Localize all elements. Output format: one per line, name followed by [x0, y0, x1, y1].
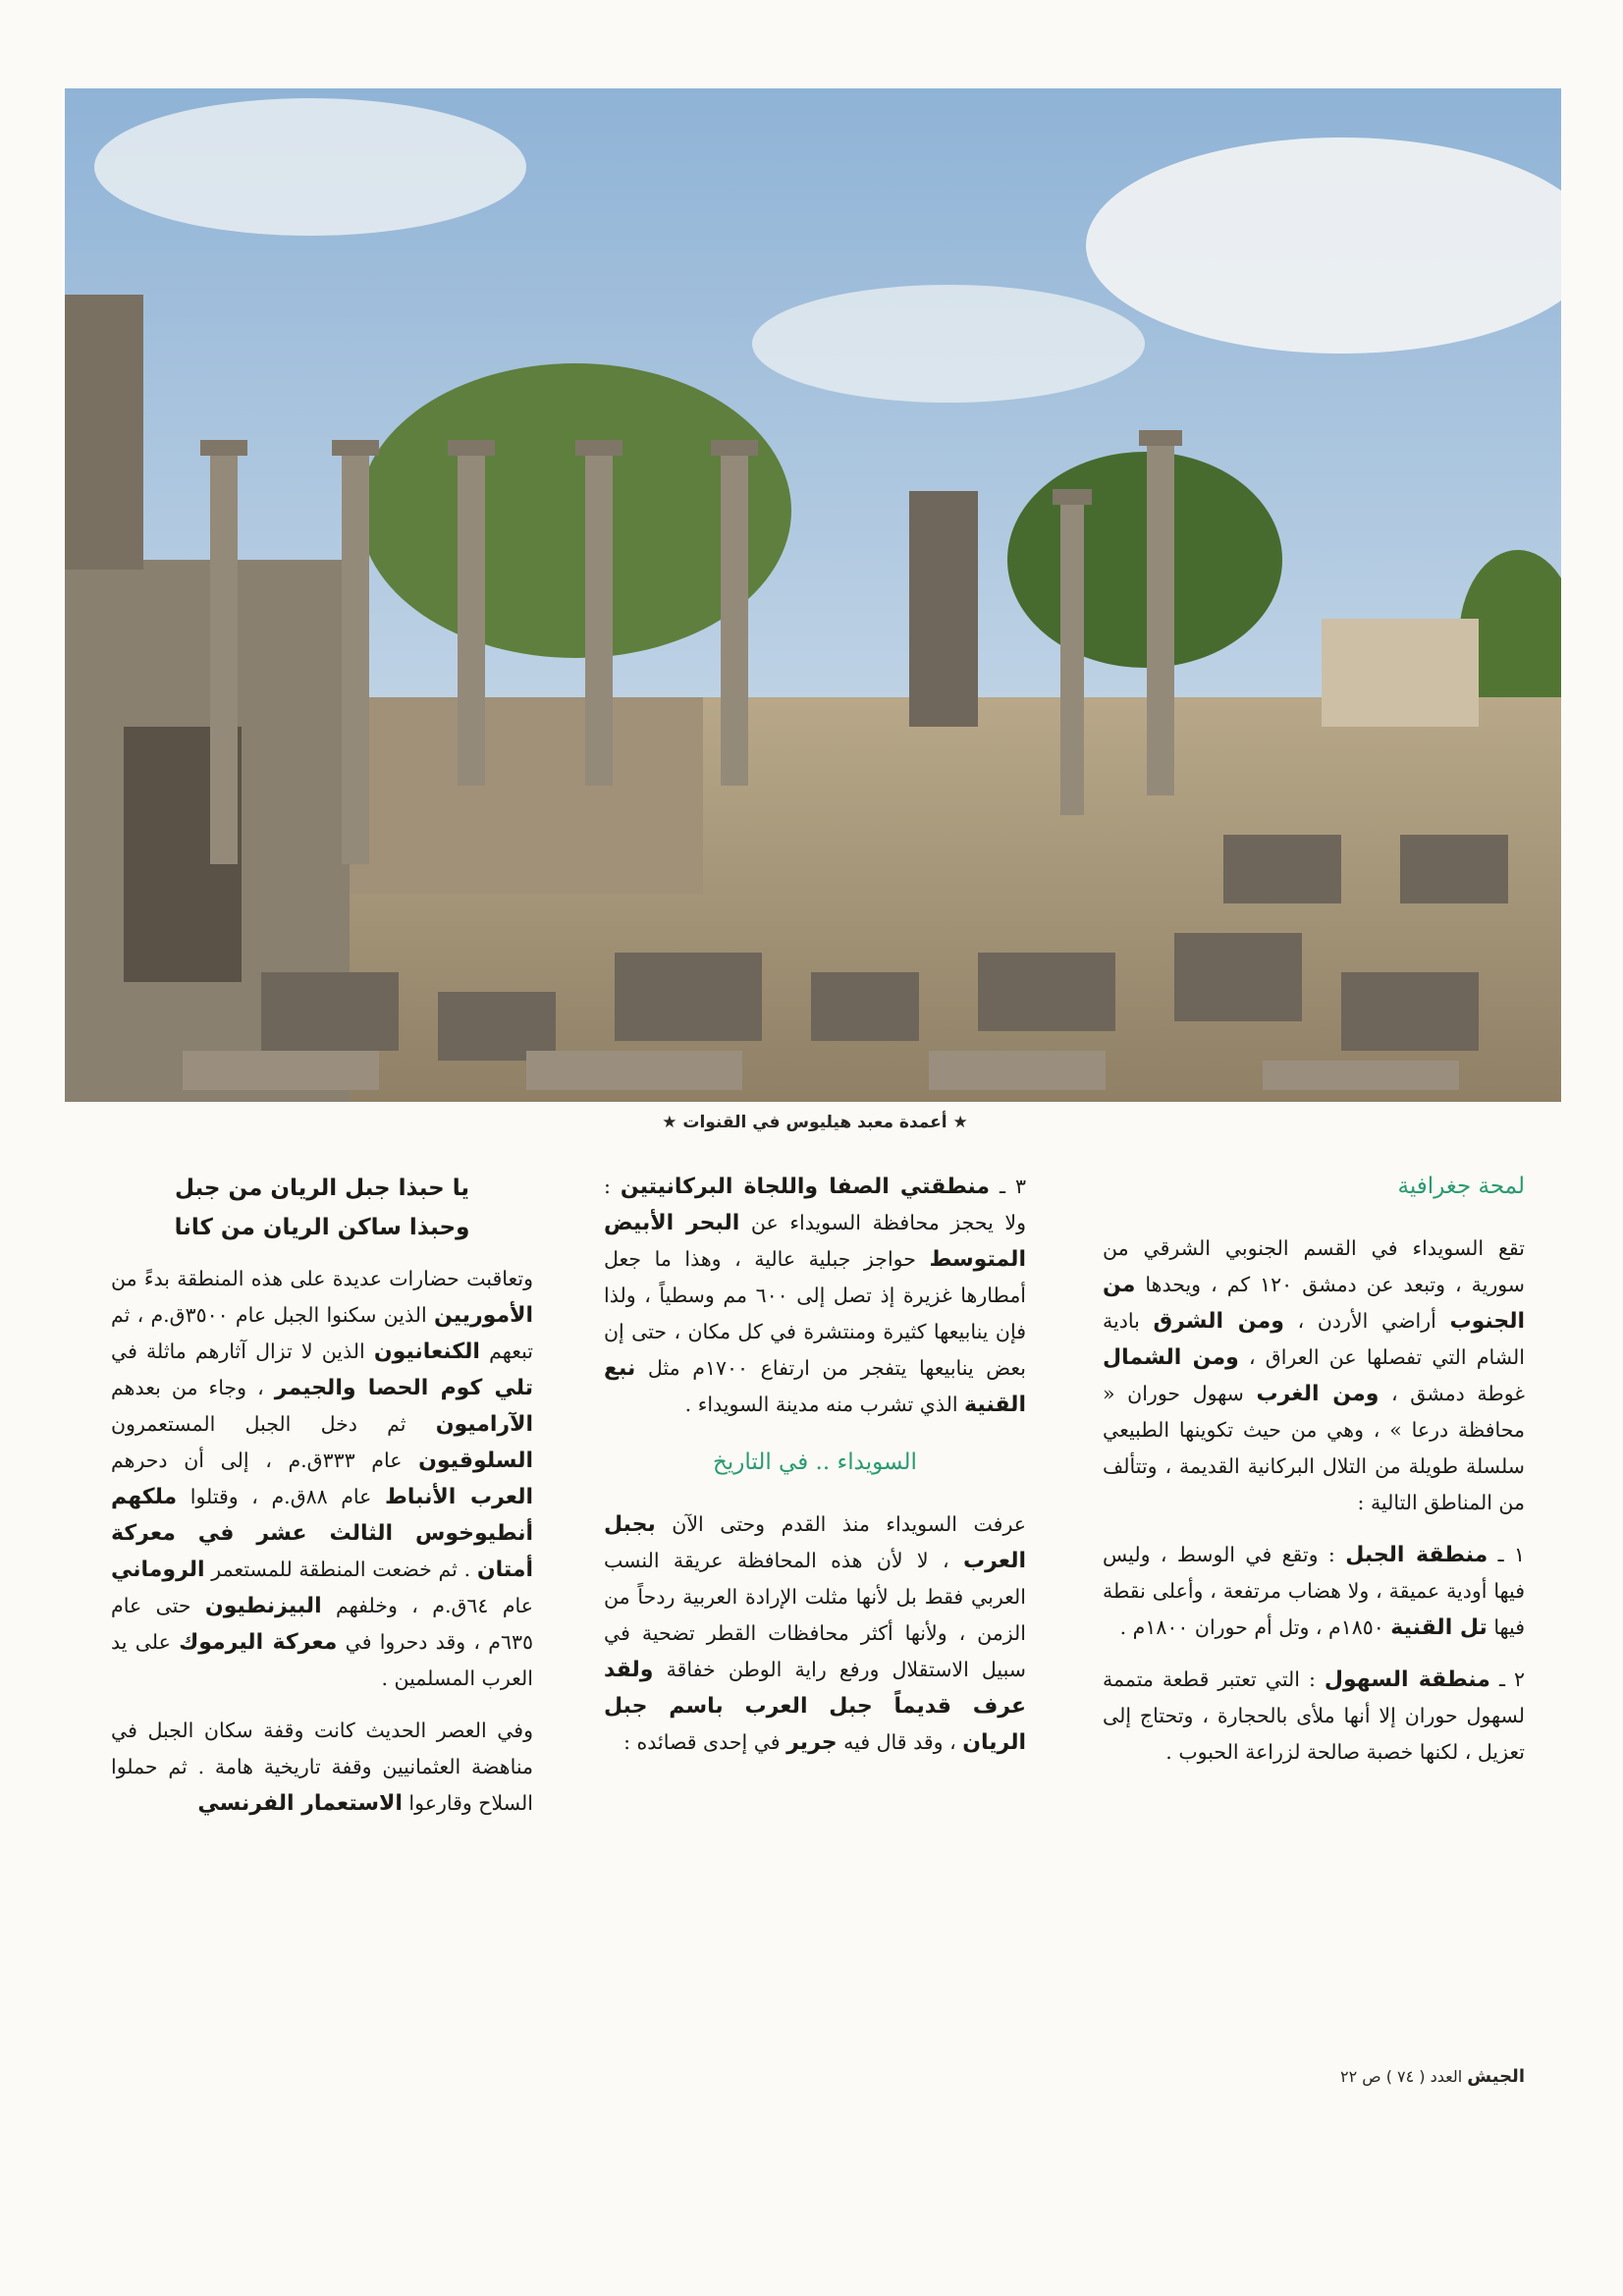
- text-run: غوطة دمشق ،: [1379, 1382, 1526, 1405]
- text-run: ٣ ـ: [990, 1175, 1026, 1198]
- text-run: سهول حوران « محافظة درعا » ، وهي من حيث تكوينها الطبيعي سلسلة طويلة من التلال البركانية القديمة ، وتتألف من المناطق التالية :: [1103, 1382, 1525, 1514]
- text-run: بادية الشام التي تفصلها عن العراق ،: [1103, 1309, 1525, 1369]
- mountain-region-paragraph: [1103, 1537, 1525, 1646]
- text-run: : ولا يحجز محافظة السويداء عن: [604, 1175, 1026, 1234]
- text-run: ، لا لأن هذه المحافظة عريقة النسب العربي فقط بل لأنها مثلت الإرادة العربية ردحاً من الزمن ، ولأنها أكثر محافظات القطر تضحية في سبيل الاستقلال ورفع راية الوطن خفاقة: [604, 1549, 1026, 1681]
- text-run: ثم دخل الجبل المستعمرون: [111, 1412, 436, 1436]
- column-history: [604, 1169, 1026, 1777]
- bold-term: الآراميون: [435, 1412, 533, 1437]
- issue-page-number: العدد ( ٧٤ ) ص ٢٢: [1340, 2067, 1463, 2086]
- column-geography: [1103, 1169, 1525, 1786]
- poem-line-2: وحبذا ساكن الريان من كانا: [174, 1215, 470, 1240]
- bold-term: ومن الغرب: [1256, 1382, 1380, 1406]
- geography-paragraph: [1103, 1230, 1525, 1521]
- bold-term: جرير: [786, 1730, 838, 1755]
- text-run: أراضي الأردن ،: [1283, 1309, 1450, 1333]
- text-run: ٢ ـ: [1489, 1667, 1525, 1691]
- text-run: تقع السويداء في القسم الجنوبي الشرقي من سورية ، وتبعد عن دمشق ١٢٠ كم ، ويحدها: [1103, 1236, 1525, 1296]
- magazine-name: الجيش: [1467, 2066, 1525, 2087]
- text-run: ١٨٥٠م ، وتل أم حوران ١٨٠٠م .: [1119, 1615, 1391, 1639]
- text-run: عام ٣٣٣ق.م ، إلى أن دحرهم: [111, 1449, 419, 1472]
- bold-term: العرب الأنباط: [384, 1485, 533, 1509]
- modern-era-paragraph: [111, 1713, 533, 1822]
- text-run: عام ٨٨ق.م ، وقتلوا: [177, 1485, 385, 1508]
- history-paragraph: [604, 1506, 1026, 1761]
- poem-verse: [111, 1169, 533, 1247]
- bold-term: الكنعانيون: [373, 1339, 480, 1364]
- bold-term: تل القنية: [1390, 1615, 1488, 1640]
- bold-term: منطقتي الصفا واللجاة البركانيتين: [620, 1175, 991, 1199]
- history-heading: السويداء .. في التاريخ: [713, 1449, 917, 1475]
- civilizations-paragraph: [111, 1261, 533, 1697]
- bold-term: منطقة الجبل: [1345, 1543, 1488, 1567]
- plains-region-paragraph: [1103, 1662, 1525, 1771]
- text-run: . ثم خضعت المنطقة للمستعمر: [204, 1558, 477, 1581]
- text-run: حواجز جبلية عالية ، وهذا ما جعل أمطارها غزيرة إذ تصل إلى ٦٠٠ مم وسطياً ، ولذا فإن ينابيعها كثيرة ومنتشرة في كل مكان ، حتى إن بعض ينابيعها يتفجر من ارتفاع ١٧٠٠م مثل: [604, 1247, 1027, 1380]
- bold-term: معركة اليرموك: [179, 1630, 338, 1655]
- temple-columns-photo: [65, 88, 1561, 1102]
- bold-term: بجبل العرب: [604, 1512, 1026, 1573]
- bold-term: ومن الشمال: [1103, 1345, 1239, 1370]
- text-run: ، وقد قال فيه: [837, 1730, 963, 1754]
- bold-term: تلي كوم الحصا والجيمر: [274, 1376, 533, 1400]
- text-run: وتعاقبت حضارات عديدة على هذه المنطقة بدءً من: [111, 1267, 533, 1290]
- bold-term: البيزنطيون: [204, 1594, 322, 1618]
- text-run: على يد العرب المسلمين .: [111, 1630, 533, 1690]
- bold-term: ومن الشرق: [1153, 1309, 1284, 1334]
- volcanic-regions-paragraph: [604, 1169, 1026, 1423]
- bold-term: الروماني: [111, 1558, 205, 1582]
- bold-term: منطقة السهول: [1324, 1667, 1490, 1692]
- poem-line-1: يا حبذا جبل الريان من جبل: [174, 1175, 470, 1201]
- ruins-illustration: [65, 88, 1561, 1102]
- text-run: الذين سكنوا الجبل عام ٣٥٠٠ق.م ، ثم تبعهم: [111, 1303, 534, 1363]
- photo-caption: ★ أعمدة معبد هيليوس في القنوات ★: [662, 1113, 968, 1132]
- text-run: الذي تشرب منه مدينة السويداء .: [684, 1393, 965, 1416]
- text-run: حتى عام ٦٣٥م ، وقد دحروا في: [111, 1594, 533, 1654]
- bold-term: من الجنوب: [1103, 1273, 1526, 1334]
- text-run: ، وجاء من بعدهم: [111, 1376, 275, 1399]
- bold-term: الأموريين: [433, 1303, 533, 1328]
- text-run: ١ ـ: [1488, 1543, 1525, 1566]
- page-footer: [1340, 2066, 1525, 2087]
- text-run: الذين لا تزال آثارهم ماثلة في: [111, 1339, 374, 1363]
- bold-term: نبع القنية: [604, 1356, 1026, 1417]
- bold-term: ولقد عرف قديماً جبل العرب باسم جبل الريان: [604, 1658, 1026, 1755]
- text-run: عام ٦٤ق.م ، وخلفهم: [321, 1594, 533, 1617]
- bold-term: السلوقيون: [418, 1449, 533, 1473]
- text-run: : وتقع في الوسط ، وليس فيها أودية عميقة ، ولا هضاب مرتفعة ، وأعلى نقطة فيها: [1103, 1543, 1525, 1639]
- text-run: : التي تعتبر قطعة متممة لسهول حوران إلا أنها ملأى بالحجارة ، وتحتاج إلى تعزيل ، لكنها خصبة صالحة لزراعة الحبوب .: [1103, 1667, 1525, 1764]
- bold-term: الاستعمار الفرنسي: [197, 1791, 403, 1816]
- text-run: في إحدى قصائده :: [623, 1730, 787, 1754]
- text-run: وفي العصر الحديث كانت وقفة سكان الجبل في مناهضة العثمانيين وقفة تاريخية هامة . ثم حملوا السلاح وقارعوا: [111, 1719, 533, 1815]
- bold-term: ملكهم أنطيوخوس الثالث عشر في معركة أمتان: [111, 1485, 533, 1582]
- bold-term: البحر الأبيض المتوسط: [604, 1211, 1026, 1272]
- text-run: عرفت السويداء منذ القدم وحتى الآن: [655, 1512, 1026, 1536]
- geography-heading: لمحة جغرافية: [1397, 1174, 1525, 1199]
- column-civilizations: [111, 1169, 533, 1837]
